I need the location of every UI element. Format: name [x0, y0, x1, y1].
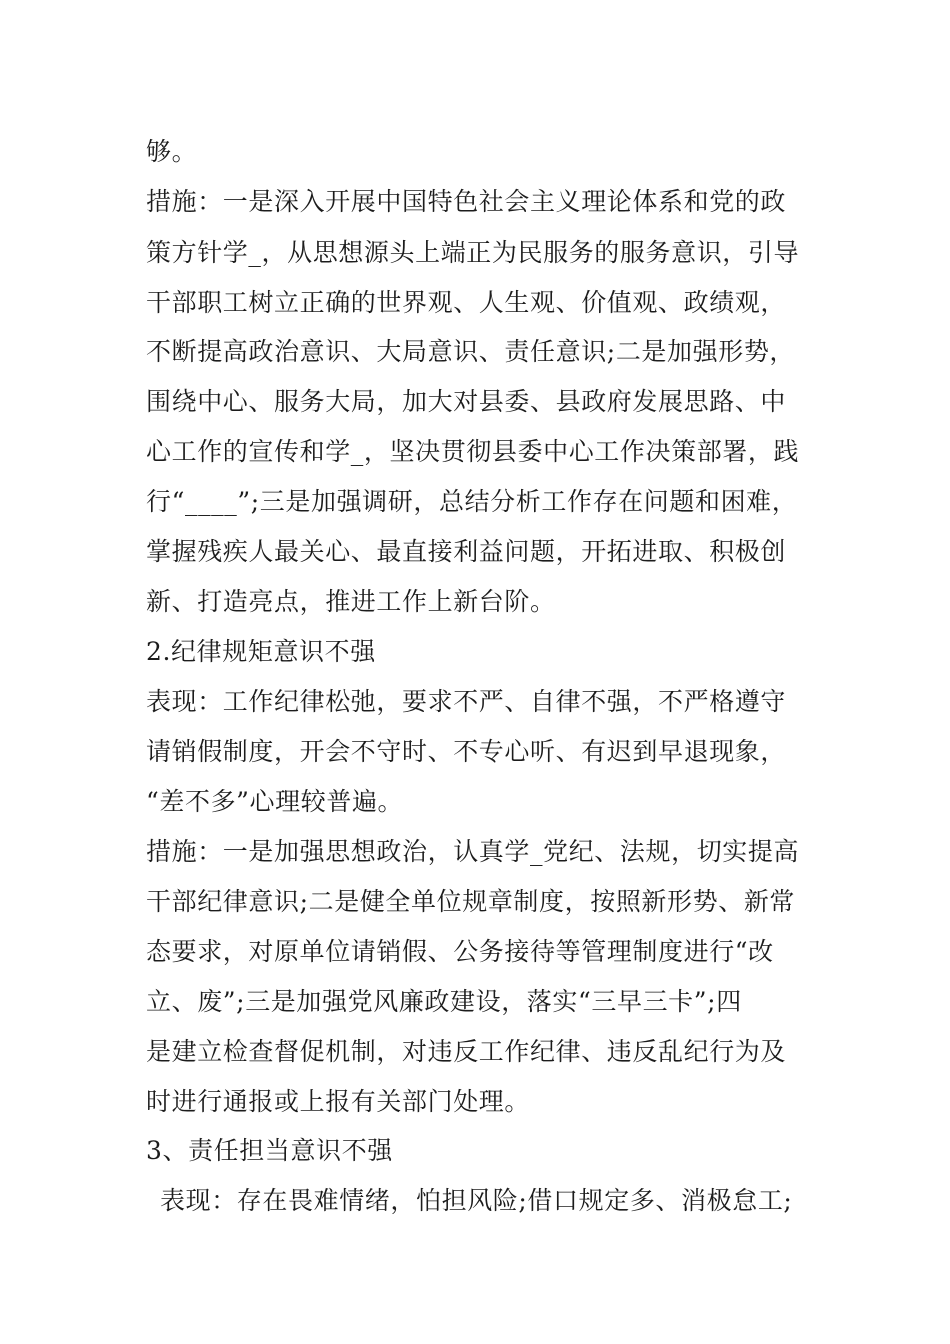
text-line: 表现：存在畏难情绪，怕担风险;借口规定多、消极怠工; [160, 1186, 793, 1215]
text-line: 够。 [146, 137, 198, 166]
text-line: 时进行通报或上报有关部门处理。 [146, 1087, 531, 1116]
text-line: “差不多”心理较普遍。 [146, 787, 404, 816]
text-line: 干部纪律意识;二是健全单位规章制度，按照新形势、新常 [146, 887, 796, 916]
text-line: 表现：工作纪律松弛，要求不严、自律不强，不严格遵守 [146, 687, 787, 716]
text-line: 围绕中心、服务大局，加大对县委、县政府发展思路、中 [146, 387, 787, 416]
section-heading: 2.纪律规矩意识不强 [146, 637, 376, 666]
section-heading: 3、责任担当意识不强 [146, 1136, 393, 1165]
text-line: 新、打造亮点，推进工作上新台阶。 [146, 587, 556, 616]
text-line: 心工作的宣传和学_，坚决贯彻县委中心工作决策部署，践 [146, 437, 800, 466]
text-line: 掌握残疾人最关心、最直接利益问题，开拓进取、积极创 [146, 537, 787, 566]
text-line: 请销假制度，开会不守时、不专心听、有迟到早退现象， [146, 737, 787, 766]
text-line: 态要求，对原单位请销假、公务接待等管理制度进行“改 [146, 937, 774, 966]
text-line: 不断提高政治意识、大局意识、责任意识;二是加强形势， [146, 337, 796, 366]
text-line: 是建立检查督促机制，对违反工作纪律、违反乱纪行为及 [146, 1037, 787, 1066]
text-line: 措施：一是深入开展中国特色社会主义理论体系和党的政 [146, 187, 787, 216]
text-line: 立、废”;三是加强党风廉政建设，落实“三早三卡”;四 [146, 987, 742, 1016]
text-line: 策方针学_，从思想源头上端正为民服务的服务意识，引导 [146, 238, 800, 267]
text-line: 措施：一是加强思想政治，认真学_党纪、法规，切实提高 [146, 837, 800, 866]
text-line: 行“____”;三是加强调研，总结分析工作存在问题和困难， [146, 487, 798, 516]
text-line: 干部职工树立正确的世界观、人生观、价值观、政绩观， [146, 288, 787, 317]
